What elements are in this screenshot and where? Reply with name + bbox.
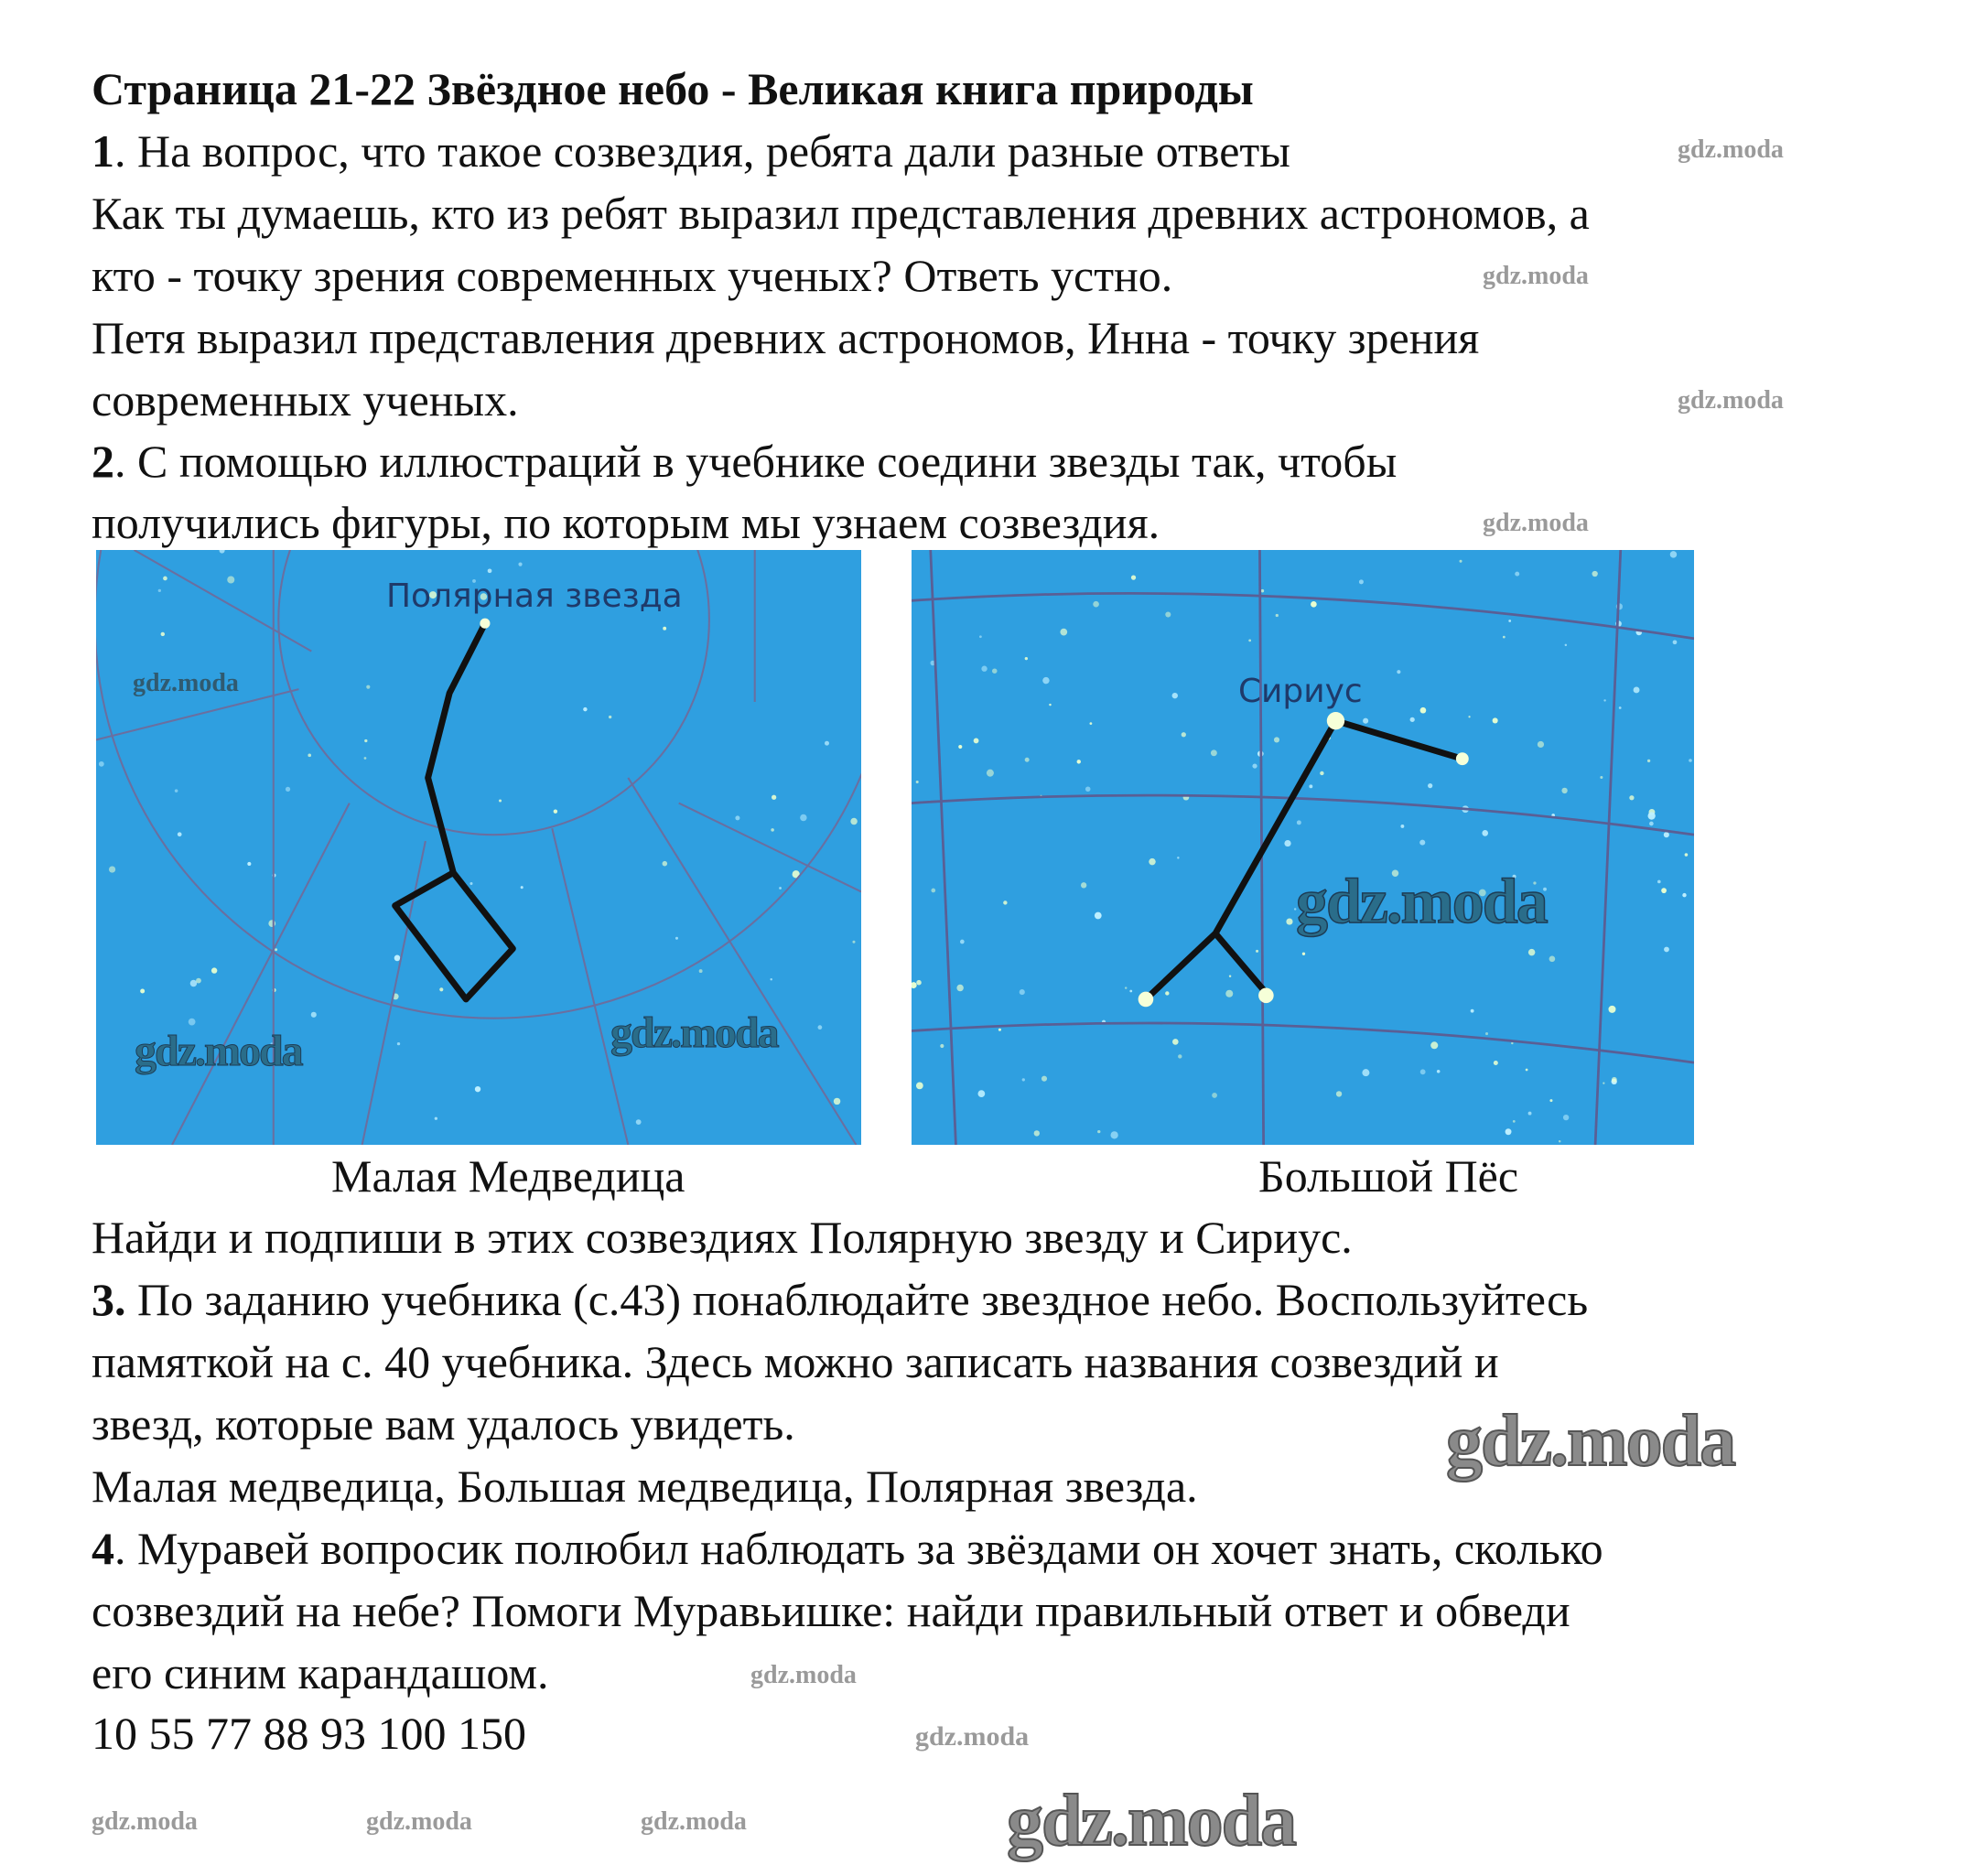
star xyxy=(1485,1032,1488,1035)
star xyxy=(1468,716,1470,717)
star xyxy=(1177,857,1179,858)
stars-background xyxy=(912,551,1692,1142)
star xyxy=(1471,1009,1474,1013)
star xyxy=(1673,640,1678,644)
star xyxy=(109,866,115,872)
star xyxy=(1670,551,1677,557)
star xyxy=(852,941,855,943)
star xyxy=(1563,1115,1569,1120)
star xyxy=(439,987,443,991)
star xyxy=(1515,572,1519,577)
star xyxy=(1647,760,1650,762)
star xyxy=(1284,840,1290,846)
star xyxy=(190,980,197,987)
q2-after: Найди и подпиши в этих созвездиях Полярную звезду и Сириус. xyxy=(92,1212,1353,1263)
q4-text: . Муравей вопросик полюбил наблюдать за звёздами он хочет знать, сколько xyxy=(114,1523,1603,1574)
star xyxy=(1506,1128,1512,1135)
star xyxy=(998,1029,1001,1031)
star xyxy=(956,985,963,991)
star xyxy=(1097,1130,1100,1133)
star xyxy=(1493,717,1498,723)
star xyxy=(1549,956,1556,963)
star xyxy=(1286,918,1292,924)
star xyxy=(1093,601,1099,608)
watermark: gdz.moda xyxy=(135,1027,302,1075)
watermark: gdz.moda xyxy=(1483,262,1589,290)
q2-text: . С помощью иллюстраций в учебнике соедини звезды так, чтобы xyxy=(114,436,1398,487)
star xyxy=(987,770,994,777)
q4-line2: созвездий на небе? Помоги Муравьишке: найди правильный ответ и обведи xyxy=(92,1585,1570,1636)
star xyxy=(1549,1099,1552,1102)
star xyxy=(992,668,998,674)
star xyxy=(1359,579,1364,584)
star xyxy=(1256,950,1258,953)
star xyxy=(196,978,201,984)
star xyxy=(1165,991,1169,995)
star xyxy=(1592,571,1597,577)
star xyxy=(931,889,935,893)
star xyxy=(163,577,167,581)
star xyxy=(940,1044,944,1048)
star xyxy=(1419,840,1425,846)
star xyxy=(475,1086,480,1092)
star xyxy=(1211,749,1217,756)
star xyxy=(1634,687,1640,694)
star xyxy=(1022,1078,1025,1081)
sirius-star xyxy=(1327,712,1344,729)
star xyxy=(1528,1112,1532,1116)
page-title: Страница 21-22 Звёздное небо - Великая книга природы xyxy=(92,63,1254,114)
star xyxy=(1020,989,1025,995)
star xyxy=(912,982,917,988)
q1-text: . На вопрос, что такое созвездия, ребята дали разные ответы xyxy=(114,125,1290,177)
q4-line xyxy=(92,1521,1603,1576)
star xyxy=(286,787,290,792)
star xyxy=(1528,949,1535,955)
watermark: gdz.moda xyxy=(366,1807,472,1836)
star xyxy=(1513,1120,1516,1123)
star xyxy=(469,882,472,885)
star xyxy=(850,818,857,825)
star xyxy=(1538,741,1544,748)
star xyxy=(1003,900,1007,904)
q3-line2: памяткой на с. 40 учебника. Здесь можно записать названия созвездий и xyxy=(92,1336,1499,1387)
star xyxy=(979,635,982,638)
watermark: gdz.moda xyxy=(133,669,239,697)
star xyxy=(1309,784,1312,788)
star xyxy=(916,781,919,783)
q4-line3: его синим карандашом. xyxy=(92,1647,549,1698)
star xyxy=(1629,795,1634,800)
star xyxy=(247,862,251,866)
q3-line3: звезд, которые вам удалось увидеть. xyxy=(92,1398,795,1450)
watermark: gdz.moda xyxy=(1678,386,1784,415)
star xyxy=(1131,576,1136,580)
star xyxy=(1689,759,1692,762)
star xyxy=(364,739,367,742)
star xyxy=(834,1098,840,1105)
star xyxy=(161,632,165,636)
star xyxy=(435,1117,437,1120)
star xyxy=(175,789,178,792)
star xyxy=(1657,880,1661,884)
star xyxy=(663,627,666,631)
q3-line xyxy=(92,1272,1588,1327)
star xyxy=(1165,611,1171,617)
star xyxy=(1248,640,1251,642)
star xyxy=(772,795,776,800)
star xyxy=(1661,888,1667,893)
star xyxy=(311,1012,317,1018)
star xyxy=(1420,1069,1426,1074)
q2-line2: получились фигуры, по которым мы узнаем созвездия. xyxy=(92,497,1160,548)
star xyxy=(518,563,522,566)
star xyxy=(1252,763,1257,768)
star xyxy=(1178,1054,1182,1058)
star xyxy=(1336,1091,1342,1096)
star xyxy=(1608,1006,1615,1013)
star xyxy=(1649,822,1654,826)
watermark: gdz.moda xyxy=(610,1008,778,1057)
star xyxy=(178,832,182,836)
star xyxy=(1619,706,1622,709)
star xyxy=(268,920,275,927)
star xyxy=(394,955,401,962)
canis-major-figure-branch xyxy=(1215,933,1266,993)
star xyxy=(1362,1069,1369,1076)
star xyxy=(1172,693,1178,698)
star xyxy=(1311,601,1317,608)
star xyxy=(1456,752,1469,765)
ursa-minor-caption: Малая Медведица xyxy=(331,1150,685,1202)
watermark: gdz.moda xyxy=(92,1807,198,1836)
ursa-minor-map xyxy=(96,550,861,1145)
canis-major-map xyxy=(912,550,1694,1145)
star xyxy=(1025,657,1028,660)
sirius-label: Сириус xyxy=(1237,672,1363,710)
star xyxy=(771,828,774,832)
watermark: gdz.moda xyxy=(1446,1401,1735,1482)
q3-number: 3. xyxy=(92,1274,126,1325)
star xyxy=(1085,786,1091,792)
star xyxy=(1508,620,1511,622)
star xyxy=(1430,1041,1438,1049)
star xyxy=(825,741,829,746)
watermark: gdz.moda xyxy=(1007,1781,1296,1861)
star xyxy=(1149,858,1155,865)
star xyxy=(366,685,370,689)
star xyxy=(1664,947,1669,953)
q1-line3: кто - точку зрения современных ученых? Ответь устно. xyxy=(92,250,1173,301)
star xyxy=(1258,988,1274,1004)
star xyxy=(99,761,104,767)
star xyxy=(1410,717,1415,722)
star xyxy=(960,940,965,944)
star xyxy=(1172,1039,1179,1045)
q4-options: 10 55 77 88 93 100 150 xyxy=(92,1708,526,1759)
star xyxy=(818,1025,823,1030)
star xyxy=(499,799,502,802)
star xyxy=(583,707,587,711)
star xyxy=(1648,812,1656,819)
star xyxy=(227,576,234,583)
star xyxy=(1297,820,1301,825)
star xyxy=(1081,882,1086,888)
star xyxy=(1664,832,1669,837)
canis-major-chart xyxy=(912,550,1694,1145)
star xyxy=(1420,707,1427,714)
star xyxy=(1400,825,1404,828)
star xyxy=(1229,976,1231,977)
star xyxy=(1600,776,1603,779)
star xyxy=(308,754,311,758)
star xyxy=(735,815,739,820)
star xyxy=(554,810,557,814)
star xyxy=(1125,987,1127,988)
star xyxy=(275,948,277,951)
star xyxy=(1049,704,1051,706)
star xyxy=(770,978,772,980)
star xyxy=(1320,771,1323,775)
star xyxy=(1482,830,1488,836)
star xyxy=(1612,1077,1617,1083)
star xyxy=(1561,788,1567,793)
star xyxy=(220,550,225,554)
star xyxy=(1129,990,1132,993)
star xyxy=(1225,990,1233,997)
star xyxy=(916,1083,923,1090)
ursa-minor-figure xyxy=(395,623,513,999)
star xyxy=(1276,614,1279,617)
star xyxy=(1682,893,1686,897)
star xyxy=(1363,718,1368,724)
star xyxy=(1437,1070,1441,1073)
star xyxy=(521,886,523,889)
star xyxy=(779,887,782,889)
watermark: gdz.moda xyxy=(1296,867,1547,937)
star xyxy=(609,716,611,718)
q1-answer2: современных ученых. xyxy=(92,374,519,426)
canis-major-figure xyxy=(1146,721,1462,999)
q2-line xyxy=(92,434,1397,489)
q4-number: 4 xyxy=(92,1523,114,1574)
star xyxy=(699,969,703,973)
watermark: gdz.moda xyxy=(1483,509,1589,537)
star xyxy=(1685,853,1689,857)
star xyxy=(1503,636,1506,639)
star xyxy=(916,980,922,986)
q1-line2: Как ты думаешь, кто из ребят выразил представления древних астрономов, а xyxy=(92,188,1590,239)
watermark: gdz.moda xyxy=(915,1721,1030,1752)
q1-answer1: Петя выразил представления древних астрономов, Инна - точку зрения xyxy=(92,312,1480,363)
star xyxy=(1025,758,1030,762)
star xyxy=(974,739,979,744)
polaris-star xyxy=(480,619,490,629)
star xyxy=(211,967,217,973)
star xyxy=(1095,912,1102,920)
star xyxy=(1060,629,1067,636)
star xyxy=(1559,1140,1560,1142)
star xyxy=(958,745,962,749)
star xyxy=(636,1119,642,1125)
star xyxy=(800,814,806,821)
watermark: gdz.moda xyxy=(750,1661,857,1689)
star xyxy=(1139,992,1154,1008)
star xyxy=(397,1042,400,1045)
star xyxy=(1034,1130,1040,1136)
star xyxy=(1077,760,1081,763)
star xyxy=(1042,677,1049,684)
polaris-label: Полярная звезда xyxy=(385,577,683,616)
star xyxy=(1041,1076,1047,1082)
q1-number: 1 xyxy=(92,125,114,177)
star xyxy=(1182,732,1186,737)
canis-major-caption: Большой Пёс xyxy=(1258,1150,1519,1202)
star xyxy=(981,666,987,672)
q2-number: 2 xyxy=(92,436,114,487)
sky-grid xyxy=(912,550,1694,1145)
star xyxy=(1603,1083,1604,1084)
star xyxy=(1302,953,1305,955)
star xyxy=(140,988,145,993)
q3-answer: Малая медведица, Большая медведица, Полярная звезда. xyxy=(92,1461,1198,1512)
star xyxy=(675,937,678,940)
q3-text: По заданию учебника (с.43) понаблюдайте звездное небо. Воспользуйтесь xyxy=(125,1274,1589,1325)
star xyxy=(977,1090,985,1097)
star xyxy=(1603,699,1605,701)
watermark: gdz.moda xyxy=(1678,135,1784,164)
star xyxy=(663,861,668,867)
star xyxy=(1090,722,1093,725)
star xyxy=(1460,560,1462,563)
star xyxy=(1212,1093,1217,1098)
q1-line xyxy=(92,124,1290,178)
star xyxy=(1110,1131,1117,1138)
star xyxy=(158,589,161,592)
star xyxy=(1511,1042,1513,1044)
watermark: gdz.moda xyxy=(641,1807,747,1836)
star xyxy=(1494,1061,1498,1065)
star xyxy=(189,1019,196,1026)
star xyxy=(1565,644,1567,646)
star xyxy=(1397,670,1400,674)
star xyxy=(1428,783,1432,788)
star xyxy=(364,757,367,760)
star xyxy=(1526,1069,1528,1072)
star xyxy=(488,568,492,573)
star xyxy=(1274,737,1279,742)
